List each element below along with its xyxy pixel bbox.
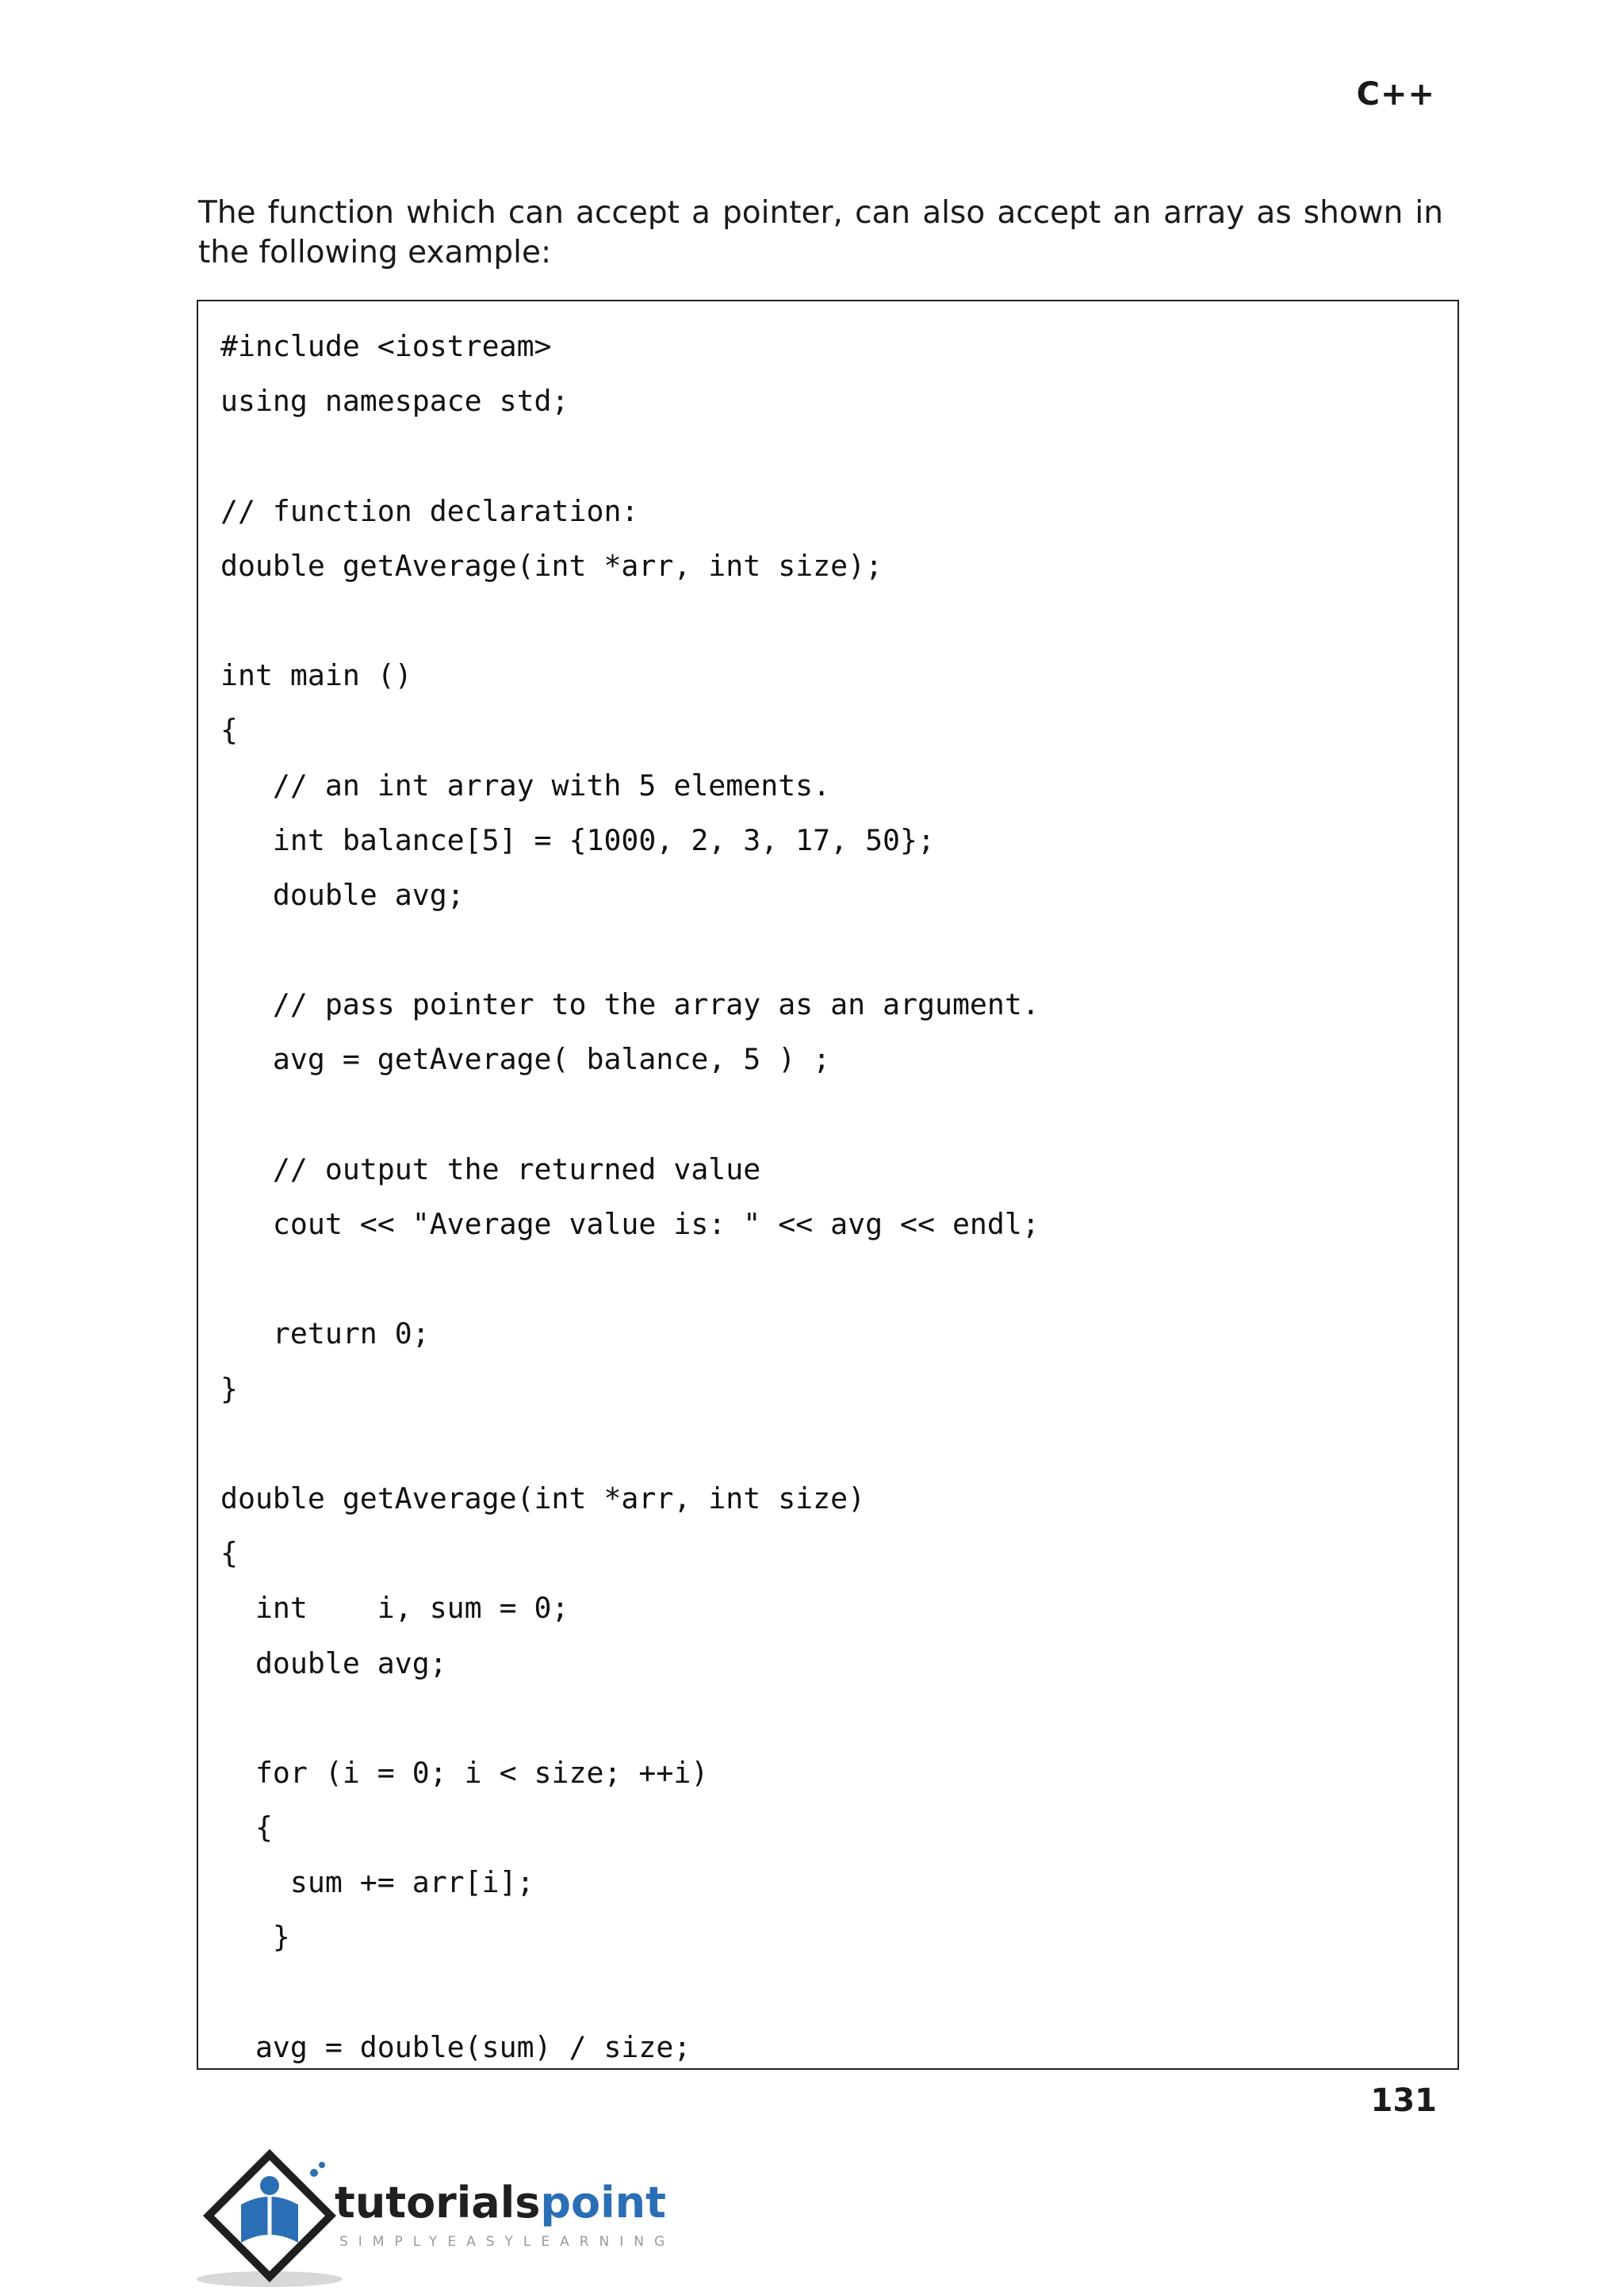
code-line: #include <iostream>: [220, 329, 552, 363]
intro-paragraph: The function which can accept a pointer, can also accept an array as shown in the following example:: [198, 195, 1443, 270]
code-line: }: [220, 1920, 290, 1955]
code-line: // pass pointer to the array as an argument.: [220, 987, 1040, 1022]
code-line: avg = double(sum) / size;: [220, 2029, 691, 2064]
code-line: [220, 922, 1040, 977]
page-number: 131: [1370, 2082, 1437, 2119]
logo-wordmark: tutorialspoint: [335, 2178, 666, 2228]
code-lines: [220, 319, 1040, 2070]
code-line: {: [220, 1536, 238, 1571]
code-line: avg = getAverage( balance, 5 ) ;: [220, 1042, 831, 1077]
code-line: return 0;: [220, 1316, 430, 1351]
code-line: // function declaration:: [220, 493, 639, 528]
code-line: {: [220, 713, 238, 748]
code-line: cout << "Average value is: " << avg << endl;: [220, 1207, 1040, 1241]
code-block: [197, 300, 1459, 2070]
code-line: double getAverage(int *arr, int size): [220, 1481, 866, 1515]
header-title: C++: [1356, 76, 1435, 113]
code-line: [220, 593, 1040, 648]
code-line: }: [220, 1371, 238, 1406]
code-line: int main (): [220, 658, 412, 693]
code-line: for (i = 0; i < size; ++i): [220, 1755, 709, 1790]
logo-graphic: [193, 2141, 701, 2292]
code-line: [220, 1965, 1040, 2020]
code-line: [220, 1691, 1040, 1745]
code-line: using namespace std;: [220, 384, 569, 419]
code-line: int i, sum = 0;: [220, 1591, 569, 1626]
code-line: [220, 1087, 1040, 1142]
code-line: {: [220, 1810, 273, 1845]
tutorialspoint-logo: [193, 2141, 701, 2292]
code-line: [220, 428, 1040, 483]
code-line: [220, 1251, 1040, 1306]
code-line: sum += arr[i];: [220, 1865, 534, 1900]
code-line: double getAverage(int *arr, int size);: [220, 548, 883, 583]
code-line: int balance[5] = {1000, 2, 3, 17, 50};: [220, 822, 935, 857]
code-line: // an int array with 5 elements.: [220, 768, 831, 803]
code-line: double avg;: [220, 877, 465, 912]
code-line: // output the returned value: [220, 1151, 761, 1186]
code-line: [220, 1416, 1040, 1471]
logo-tagline: SIMPLYEASYLEARNING: [339, 2234, 676, 2250]
reader-head-icon: [260, 2176, 279, 2195]
code-line: double avg;: [220, 1646, 447, 1680]
